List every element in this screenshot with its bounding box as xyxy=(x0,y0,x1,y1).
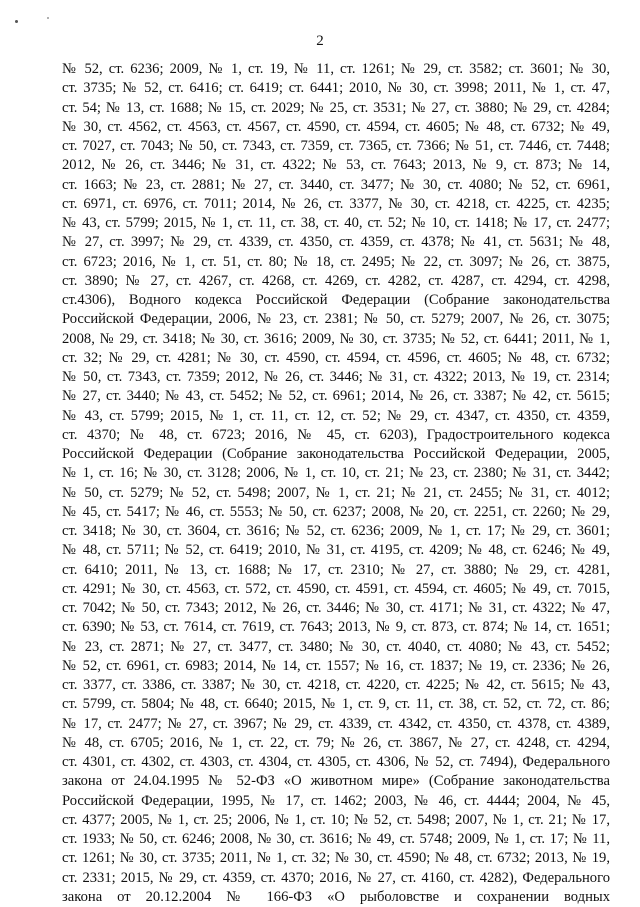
scan-speck xyxy=(15,20,18,23)
text-line: ст. 4370; № 48, ст. 6723; 2016, № 45, ст. 6203), Градостроительного кодекса xyxy=(62,426,610,443)
text-line: ст. 7042; № 50, ст. 7343; 2012, № 26, ст. 3446; № 30, ст. 4171; № 31, ст. 4322; № 47, xyxy=(62,600,610,616)
text-line: Российской Федерации (Собрание законодательства Российской Федерации, 2005, xyxy=(62,446,610,462)
text-line: ст. 1933; № 50, ст. 6246; 2008, № 30, ст. 3616; № 49, ст. 5748; 2009, № 1, ст. 17; № 11, xyxy=(62,831,610,847)
text-line: 2008, № 29, ст. 3418; № 30, ст. 3616; 2009, № 30, ст. 3735; № 52, ст. 6441; 2011, № 1, xyxy=(62,330,610,347)
text-line: № 43, ст. 5799; 2015, № 1, ст. 11, ст. 12, ст. 52; № 29, ст. 4347, ст. 4350, ст. 4359, xyxy=(62,407,610,424)
text-line: ст. 7027, ст. 7043; № 50, ст. 7343, ст. 7359, ст. 7365, ст. 7366; № 51, ст. 7446, ст. 7448; xyxy=(62,138,610,154)
body-text xyxy=(62,60,610,907)
text-line: ст. 1663; № 23, ст. 2881; № 27, ст. 3440, ст. 3477; № 30, ст. 4080; № 52, ст. 6961, xyxy=(62,176,610,193)
text-line: ст. 6410; 2011, № 13, ст. 1688; № 17, ст. 2310; № 27, ст. 3880; № 29, ст. 4281, xyxy=(62,561,610,578)
text-line: № 48, ст. 5711; № 52, ст. 6419; 2010, № 31, ст. 4195, ст. 4209; № 48, ст. 6246; № 49, xyxy=(62,542,610,559)
text-line: № 50, ст. 5279; № 52, ст. 5498; 2007, № 1, ст. 21; № 21, ст. 2455; № 31, ст. 4012; xyxy=(62,484,610,501)
text-line: № 23, ст. 2871; № 27, ст. 3477, ст. 3480; № 30, ст. 4040, ст. 4080; № 43, ст. 5452; xyxy=(62,638,610,655)
text-line: ст. 3735; № 52, ст. 6416; ст. 6419; ст. 6441; 2010, № 30, ст. 3998; 2011, № 1, ст. 47, xyxy=(62,80,610,97)
text-line: № 30, ст. 4562, ст. 4563, ст. 4567, ст. 4590, ст. 4594, ст. 4605; № 48, ст. 6732; № 49, xyxy=(62,118,610,135)
text-line: закона от 24.04.1995 № 52-ФЗ «О животном мире» (Собрание законодательства xyxy=(62,773,610,790)
text-line: 2012, № 26, ст. 3446; № 31, ст. 4322; № 53, ст. 7643; 2013, № 9, ст. 873; № 14, xyxy=(62,157,610,174)
text-line: ст. 4291; № 30, ст. 4563, ст. 572, ст. 4590, ст. 4591, ст. 4594, ст. 4605; № 49, ст. 7015, xyxy=(62,580,610,597)
text-line: № 52, ст. 6961, ст. 6983; 2014, № 14, ст. 1557; № 16, ст. 1837; № 19, ст. 2336; № 26, xyxy=(62,657,610,674)
text-line: ст. 6723; 2016, № 1, ст. 51, ст. 80; № 18, ст. 2495; № 22, ст. 3097; № 26, ст. 3875, xyxy=(62,253,610,270)
text-line: ст. 4301, ст. 4302, ст. 4303, ст. 4304, ст. 4305, ст. 4306, № 52, ст. 7494), Федерального xyxy=(62,754,610,770)
text-line: ст. 2331; 2015, № 29, ст. 4359, ст. 4370; 2016, № 27, ст. 4160, ст. 4282), Федерального xyxy=(62,869,610,886)
text-line: ст. 5799, ст. 5804; № 48, ст. 6640; 2015, № 1, ст. 9, ст. 11, ст. 38, ст. 52, ст. 72, ст. 86; xyxy=(62,696,610,713)
text-line: ст. 3377, ст. 3386, ст. 3387; № 30, ст. 4218, ст. 4220, ст. 4225; № 42, ст. 5615; № 43, xyxy=(62,677,610,693)
text-line: № 48, ст. 6705; 2016, № 1, ст. 22, ст. 79; № 26, ст. 3867, № 27, ст. 4248, ст. 4294, xyxy=(62,734,610,751)
text-line: ст. 3418; № 30, ст. 3604, ст. 3616; № 52, ст. 6236; 2009, № 1, ст. 17; № 29, ст. 3601; xyxy=(62,523,610,539)
text-line: ст. 4377; 2005, № 1, ст. 25; 2006, № 1, ст. 10; № 52, ст. 5498; 2007, № 1, ст. 21; № 17, xyxy=(62,811,610,828)
text-line: № 27, ст. 3440; № 43, ст. 5452; № 52, ст. 6961; 2014, № 26, ст. 3387; № 42, ст. 5615; xyxy=(62,388,610,405)
text-line: Российской Федерации, 2006, № 23, ст. 2381; № 50, ст. 5279; 2007, № 26, ст. 3075; xyxy=(62,311,610,328)
text-line: Российской Федерации, 1995, № 17, ст. 1462; 2003, № 46, ст. 4444; 2004, № 45, xyxy=(62,792,610,809)
text-line: № 27, ст. 3997; № 29, ст. 4339, ст. 4350, ст. 4359, ст. 4378; № 41, ст. 5631; № 48, xyxy=(62,234,610,251)
text-line: ст. 6971, ст. 6976, ст. 7011; 2014, № 26, ст. 3377, № 30, ст. 4218, ст. 4225, ст. 4235; xyxy=(62,195,610,212)
text-line: ст. 3890; № 27, ст. 4267, ст. 4268, ст. 4269, ст. 4282, ст. 4287, ст. 4294, ст. 4298, xyxy=(62,272,610,289)
scan-speck xyxy=(47,17,49,19)
text-line: № 45, ст. 5417; № 46, ст. 5553; № 50, ст. 6237; 2008, № 20, ст. 2251, ст. 2260; № 29, xyxy=(62,503,610,520)
text-line: № 50, ст. 7343, ст. 7359; 2012, № 26, ст. 3446; № 31, ст. 4322; 2013, № 19, ст. 2314; xyxy=(62,369,610,385)
text-line: ст. 6390; № 53, ст. 7614, ст. 7619, ст. 7643; 2013, № 9, ст. 873, ст. 874; № 14, ст. 1651; xyxy=(62,619,610,636)
text-line: ст.4306), Водного кодекса Российской Федерации (Собрание законодательства xyxy=(62,292,610,308)
text-line: ст. 54; № 13, ст. 1688; № 15, ст. 2029; № 25, ст. 3531; № 27, ст. 3880; № 29, ст. 4284; xyxy=(62,99,610,116)
text-line: № 43, ст. 5799; 2015, № 1, ст. 11, ст. 38, ст. 40, ст. 52; № 10, ст. 1418; № 17, ст. 2477; xyxy=(62,215,610,231)
text-line: ст. 1261; № 30, ст. 3735; 2011, № 1, ст. 32; № 30, ст. 4590; № 48, ст. 6732; 2013, № 19, xyxy=(62,850,610,867)
text-line: № 52, ст. 6236; 2009, № 1, ст. 19, № 11, ст. 1261; № 29, ст. 3582; ст. 3601; № 30, xyxy=(62,61,610,77)
text-line: ст. 32; № 29, ст. 4281; № 30, ст. 4590, ст. 4594, ст. 4596, ст. 4605; № 48, ст. 6732; xyxy=(62,349,610,366)
page-number: 2 xyxy=(316,33,324,49)
text-line: закона от 20.12.2004 № 166-ФЗ «О рыболовстве и сохранении водных xyxy=(62,888,610,905)
text-line: № 17, ст. 2477; № 27, ст. 3967; № 29, ст. 4339, ст. 4342, ст. 4350, ст. 4378, ст. 4389, xyxy=(62,715,610,732)
text-line: № 1, ст. 16; № 30, ст. 3128; 2006, № 1, ст. 10, ст. 21; № 23, ст. 2380; № 31, ст. 3442; xyxy=(62,465,610,482)
